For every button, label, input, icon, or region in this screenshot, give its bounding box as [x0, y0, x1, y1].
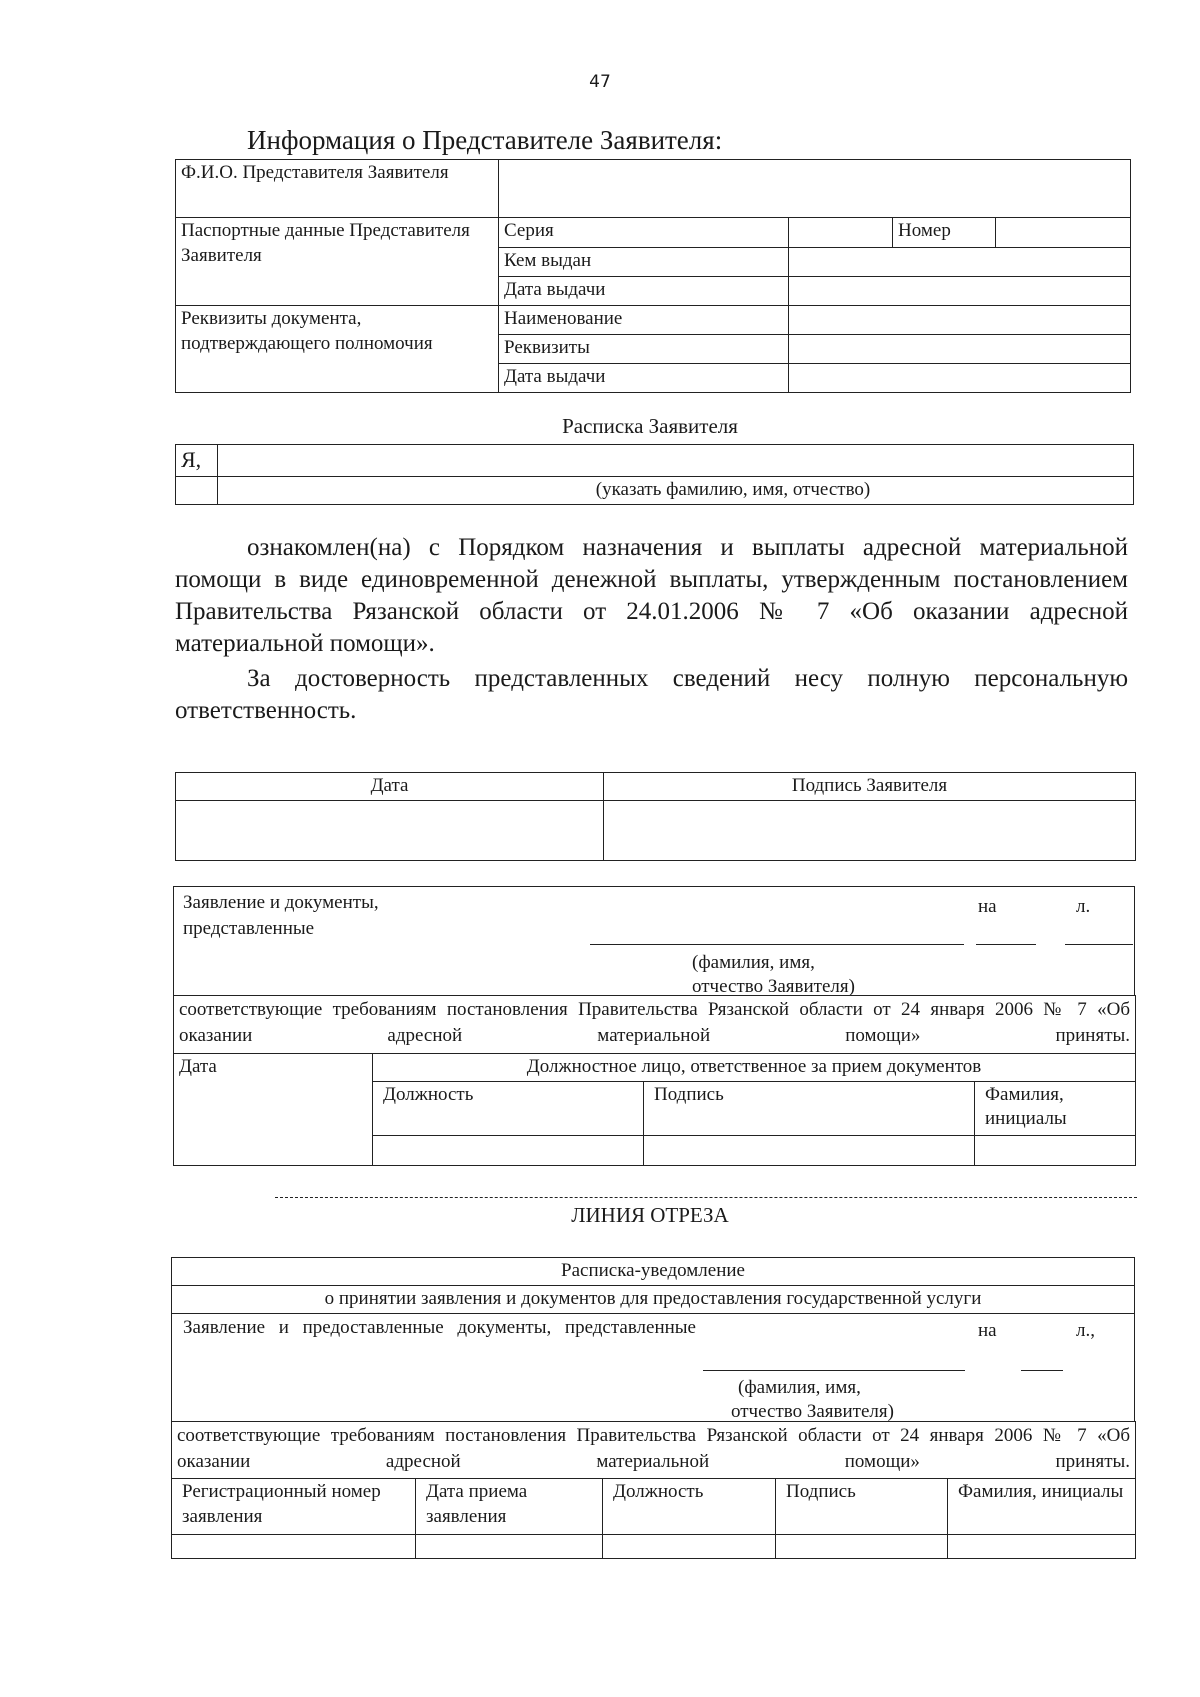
notification-title: Расписка-уведомление — [172, 1258, 1135, 1286]
receipt-date-value[interactable] — [176, 800, 604, 860]
notification-docs-label: Заявление и предоставленные документы, представленные — [183, 1317, 696, 1338]
receipt-signature-label: Подпись Заявителя — [604, 773, 1136, 801]
notification-position-value[interactable] — [603, 1535, 776, 1559]
authority-doc-label: Реквизиты документа, подтверждающего полномочия — [176, 306, 499, 393]
receipt-fio-spacer — [176, 477, 218, 505]
acceptance-signature-value[interactable] — [644, 1135, 975, 1165]
acceptance-signature-label: Подпись — [644, 1081, 975, 1135]
receipt-fio-value[interactable] — [218, 445, 1134, 477]
acceptance-pages-line-2 — [1065, 944, 1133, 945]
notification-header-table — [171, 1257, 1135, 1314]
acceptance-compliance: соответствующие требованиям постановления Правительства Рязанской области от 24 января 2006 № 7 «Об оказании адресной материальной помощи» приняты. — [174, 996, 1136, 1054]
acceptance-table — [173, 995, 1136, 1166]
passport-series-value[interactable] — [789, 218, 893, 248]
acceptance-fio-hint-1: (фамилия, имя, — [692, 952, 815, 973]
receipt-paragraph-1: ознакомлен(на) с Порядком назначения и выплаты адресной материальной помощи в виде единовременной денежной выплаты, утвержденным постановлением Правительства Рязанской области от 24.01.2006 № 7 «Об оказании адресной материальной помощи». — [175, 534, 1128, 657]
acceptance-fio-line — [590, 944, 964, 945]
receipt-paragraph-2: За достоверность представленных сведений несу полную персональную ответственность. — [175, 665, 1128, 724]
receipt-fio-hint: (указать фамилию, имя, отчество) — [218, 477, 1134, 505]
notification-fio-hint-1: (фамилия, имя, — [738, 1377, 861, 1398]
notification-signature-value[interactable] — [776, 1535, 948, 1559]
doc-details-value[interactable] — [789, 335, 1131, 364]
rep-fio-label: Ф.И.О. Представителя Заявителя — [176, 160, 499, 218]
acceptance-position-label: Должность — [373, 1081, 644, 1135]
passport-series-label: Серия — [499, 218, 789, 248]
doc-details-label: Реквизиты — [499, 335, 789, 364]
receipt-ya: Я, — [176, 445, 218, 477]
receipt-fio-table — [175, 444, 1134, 505]
notification-position-label: Должность — [603, 1479, 776, 1535]
notification-fio-line — [703, 1370, 965, 1371]
receipt-heading: Расписка Заявителя — [562, 414, 738, 438]
acceptance-official-label: Должностное лицо, ответственное за прием документов — [373, 1054, 1136, 1082]
receipt-date-label: Дата — [176, 773, 604, 801]
acceptance-na: на — [978, 896, 997, 917]
notification-fio-hint-2: отчество Заявителя) — [731, 1401, 894, 1422]
acceptance-docs-label: Заявление и документы, представленные — [183, 892, 379, 939]
rep-info-heading: Информация о Представителе Заявителя: — [247, 125, 723, 155]
notification-accept-date-value[interactable] — [416, 1535, 603, 1559]
notification-surname-label: Фамилия, инициалы — [948, 1479, 1136, 1535]
acceptance-position-value[interactable] — [373, 1135, 644, 1165]
rep-fio-value[interactable] — [499, 160, 1131, 218]
notification-na: на — [978, 1320, 997, 1341]
cut-line-dashes — [275, 1197, 1137, 1198]
rep-info-table — [175, 159, 1131, 393]
receipt-sign-table — [175, 772, 1136, 861]
notification-subtitle: о принятии заявления и документов для предоставления государственной услуги — [172, 1285, 1135, 1313]
notification-accept-date-label: Дата приема заявления — [416, 1479, 603, 1535]
notification-l: л., — [1076, 1320, 1095, 1341]
acceptance-date-label: Дата — [174, 1054, 373, 1166]
passport-issue-date-label: Дата выдачи — [499, 277, 789, 306]
notification-reg-number-label: Регистрационный номер заявления — [172, 1479, 416, 1535]
notification-table — [171, 1421, 1136, 1559]
passport-number-label: Номер — [893, 218, 996, 248]
cut-line-label: ЛИНИЯ ОТРЕЗА — [571, 1203, 729, 1227]
notification-surname-value[interactable] — [948, 1535, 1136, 1559]
acceptance-surname-label: Фамилия, инициалы — [975, 1081, 1136, 1135]
doc-date-label: Дата выдачи — [499, 364, 789, 393]
passport-issued-by-label: Кем выдан — [499, 248, 789, 277]
notification-pages-line — [1021, 1370, 1063, 1371]
doc-name-value[interactable] — [789, 306, 1131, 335]
page-number: 47 — [589, 72, 611, 92]
acceptance-surname-value[interactable] — [975, 1135, 1136, 1165]
doc-name-label: Наименование — [499, 306, 789, 335]
passport-issue-date-value[interactable] — [789, 277, 1131, 306]
rep-passport-label: Паспортные данные Представителя Заявителя — [176, 218, 499, 306]
passport-issued-by-value[interactable] — [789, 248, 1131, 277]
doc-date-value[interactable] — [789, 364, 1131, 393]
receipt-signature-value[interactable] — [604, 800, 1136, 860]
passport-number-value[interactable] — [996, 218, 1131, 248]
acceptance-fio-hint-2: отчество Заявителя) — [692, 976, 855, 997]
acceptance-l: л. — [1076, 896, 1091, 917]
acceptance-pages-line — [976, 944, 1036, 945]
notification-reg-number-value[interactable] — [172, 1535, 416, 1559]
notification-compliance: соответствующие требованиям постановления Правительства Рязанской области от 24 января 2006 № 7 «Об оказании адресной материальной помощи» приняты. — [172, 1422, 1136, 1479]
notification-signature-label: Подпись — [776, 1479, 948, 1535]
